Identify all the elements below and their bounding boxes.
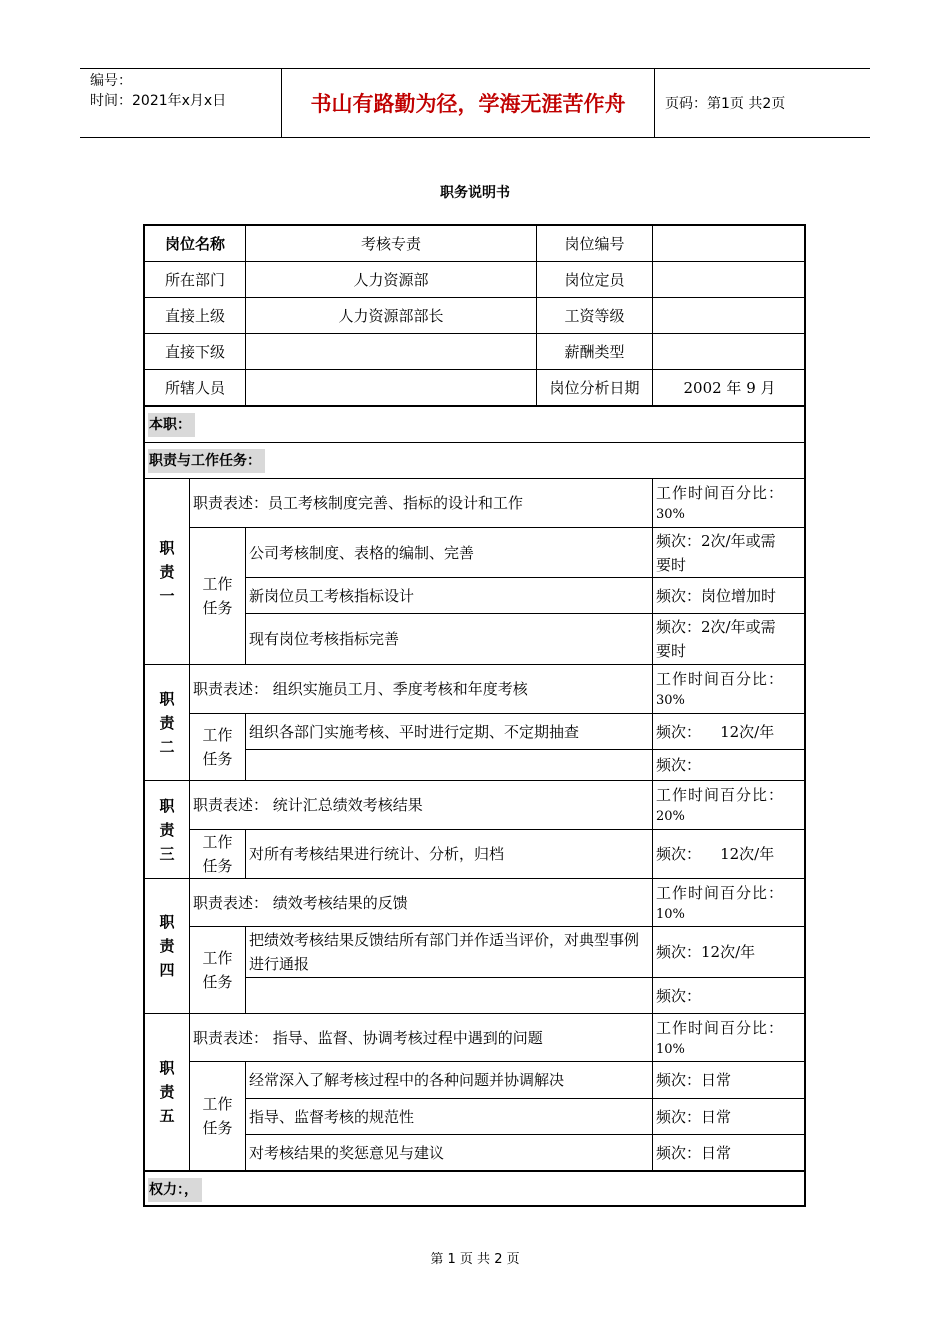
duty-2-work-task-label [190, 714, 246, 781]
duty-2-char: 二 [159, 737, 175, 756]
duty-4-freq-1: 频次：12次/年 [653, 927, 806, 978]
page-footer: 第 1 页 共 2 页 [430, 1252, 520, 1267]
duty-3-pct [653, 781, 806, 830]
header-meta [80, 69, 282, 137]
info-label-staff: 所辖人员 [145, 370, 246, 407]
duty-4-desc: 职责表述： 绩效考核结果的反馈 [190, 879, 653, 927]
info-value-post-code [653, 226, 806, 262]
info-value-post-name: 考核专责 [246, 226, 537, 262]
info-value-staff [246, 370, 537, 407]
duty-1-char: 职 [159, 538, 175, 557]
freq-line: 要时 [656, 642, 687, 660]
duty-5-char: 职 [159, 1059, 175, 1077]
duty-1-freq-2: 频次：岗位增加时 [653, 578, 806, 614]
duty-5-task-1: 经常深入了解考核过程中的各种问题并协调解决 [246, 1062, 653, 1099]
duty-4-work-task-label [190, 927, 246, 1014]
duty-3-char: 责 [159, 820, 175, 839]
job-description-table [143, 224, 806, 1207]
duty-1-freq-3 [653, 614, 806, 665]
duty-2-char: 责 [159, 713, 175, 732]
info-value-salary-grade [653, 298, 806, 334]
pct-value: 30% [656, 507, 685, 522]
work-task-label: 工作 [202, 833, 233, 851]
duty-1-work-task-label [190, 528, 246, 665]
duty-4-freq-2: 频次： [653, 978, 806, 1014]
work-task-label: 工作 [202, 949, 233, 967]
duty-2-task-2 [246, 750, 653, 781]
info-value-pay-type [653, 334, 806, 370]
duty-1-name [145, 479, 190, 665]
info-label-subordinate: 直接下级 [145, 334, 246, 370]
duty-5-freq-1: 频次：日常 [653, 1062, 806, 1099]
duty-1-task-3: 现有岗位考核指标完善 [246, 614, 653, 665]
info-label-superior: 直接上级 [145, 298, 246, 334]
duty-5-task-2: 指导、监督考核的规范性 [246, 1099, 653, 1135]
header-number: 编号： [90, 73, 132, 89]
duty-2-desc: 职责表述： 组织实施员工月、季度考核和年度考核 [190, 665, 653, 714]
duty-2-task-1: 组织各部门实施考核、平时进行定期、不定期抽查 [246, 714, 653, 750]
duty-3-desc: 职责表述： 统计汇总绩效考核结果 [190, 781, 653, 830]
duty-2-char: 职 [159, 689, 175, 708]
header-slogan: 书山有路勤为径，学海无涯苦作舟 [282, 69, 655, 137]
duty-1-task-2: 新岗位员工考核指标设计 [246, 578, 653, 614]
duty-1-char: 责 [159, 562, 175, 581]
duty-5-name [145, 1014, 190, 1172]
info-value-analysis-date: 2002 年 9 月 [653, 370, 806, 407]
work-task-label: 任务 [202, 1119, 233, 1137]
duty-4-char: 四 [159, 961, 175, 979]
duty-4-pct [653, 879, 806, 927]
document-title: 职务说明书 [440, 185, 510, 201]
duty-4-task-1: 把绩效考核结果反馈结所有部门并作适当评价，对典型事例进行通报 [246, 927, 653, 978]
duty-5-freq-2: 频次：日常 [653, 1099, 806, 1135]
pct-label: 工作时间百分比： [656, 670, 785, 688]
duty-5-work-task-label [190, 1062, 246, 1172]
duty-5-freq-3: 频次：日常 [653, 1135, 806, 1172]
freq-line: 频次：2次/年或需 [656, 618, 776, 636]
duty-1-char: 一 [159, 586, 175, 605]
duty-4-char: 责 [159, 937, 175, 955]
duty-5-pct [653, 1014, 806, 1062]
duty-2-freq-1: 频次： 12次/年 [653, 714, 806, 750]
work-task-label: 任务 [202, 973, 233, 991]
duty-3-char: 职 [159, 796, 175, 815]
duty-3-freq-1: 频次： 12次/年 [653, 830, 806, 879]
duty-3-task-1: 对所有考核结果进行统计、分析，归档 [246, 830, 653, 879]
duty-4-task-2 [246, 978, 653, 1014]
info-value-headcount [653, 262, 806, 298]
section-power-label: 权力：， [148, 1178, 202, 1202]
info-value-dept: 人力资源部 [246, 262, 537, 298]
info-label-dept: 所在部门 [145, 262, 246, 298]
duty-1-task-1: 公司考核制度、表格的编制、完善 [246, 528, 653, 578]
header-page-number: 页码：第1页 共2页 [665, 96, 786, 112]
section-duties-label: 职责与工作任务： [148, 449, 265, 473]
header-time: 时间：2021年x月x日 [90, 93, 227, 109]
duty-3-char: 三 [159, 844, 175, 863]
pct-value: 10% [656, 906, 685, 922]
work-task-label: 任务 [202, 599, 233, 617]
info-label-headcount: 岗位定员 [537, 262, 653, 298]
freq-line: 频次：2次/年或需 [656, 531, 776, 550]
freq-line: 要时 [656, 555, 687, 574]
pct-label: 工作时间百分比： [656, 1018, 785, 1037]
duty-5-desc: 职责表述： 指导、监督、协调考核过程中遇到的问题 [190, 1014, 653, 1062]
work-task-label: 工作 [202, 575, 233, 593]
section-duties [145, 443, 806, 479]
section-power [145, 1172, 806, 1207]
section-benzhi-label: 本职： [148, 413, 195, 437]
work-task-label: 工作 [202, 1095, 233, 1113]
work-task-label: 工作 [202, 726, 233, 744]
duty-5-char: 五 [159, 1107, 175, 1125]
duty-2-freq-2: 频次： [653, 750, 806, 781]
work-task-label: 任务 [202, 857, 233, 875]
duty-3-name [145, 781, 190, 879]
duty-4-char: 职 [159, 913, 175, 931]
duty-5-char: 责 [159, 1083, 175, 1101]
section-benzhi [145, 407, 806, 443]
work-task-label: 任务 [202, 750, 233, 768]
info-label-salary-grade: 工资等级 [537, 298, 653, 334]
duty-1-desc: 职责表述：员工考核制度完善、指标的设计和工作 [190, 479, 653, 528]
pct-value: 10% [656, 1041, 685, 1057]
pct-value: 20% [656, 809, 685, 824]
page-header [80, 68, 870, 138]
info-value-subordinate [246, 334, 537, 370]
duty-2-pct [653, 665, 806, 714]
info-label-analysis-date: 岗位分析日期 [537, 370, 653, 407]
duty-2-name [145, 665, 190, 781]
duty-5-task-3: 对考核结果的奖惩意见与建议 [246, 1135, 653, 1172]
duty-4-name [145, 879, 190, 1014]
duty-3-work-task-label [190, 830, 246, 879]
pct-label: 工作时间百分比： [656, 883, 785, 902]
pct-label: 工作时间百分比： [656, 484, 785, 502]
duty-1-freq-1 [653, 528, 806, 578]
info-value-superior: 人力资源部部长 [246, 298, 537, 334]
info-label-pay-type: 薪酬类型 [537, 334, 653, 370]
info-label-post-code: 岗位编号 [537, 226, 653, 262]
pct-value: 30% [656, 693, 685, 708]
pct-label: 工作时间百分比： [656, 786, 785, 804]
info-label-post-name: 岗位名称 [145, 226, 246, 262]
duty-1-pct [653, 479, 806, 528]
